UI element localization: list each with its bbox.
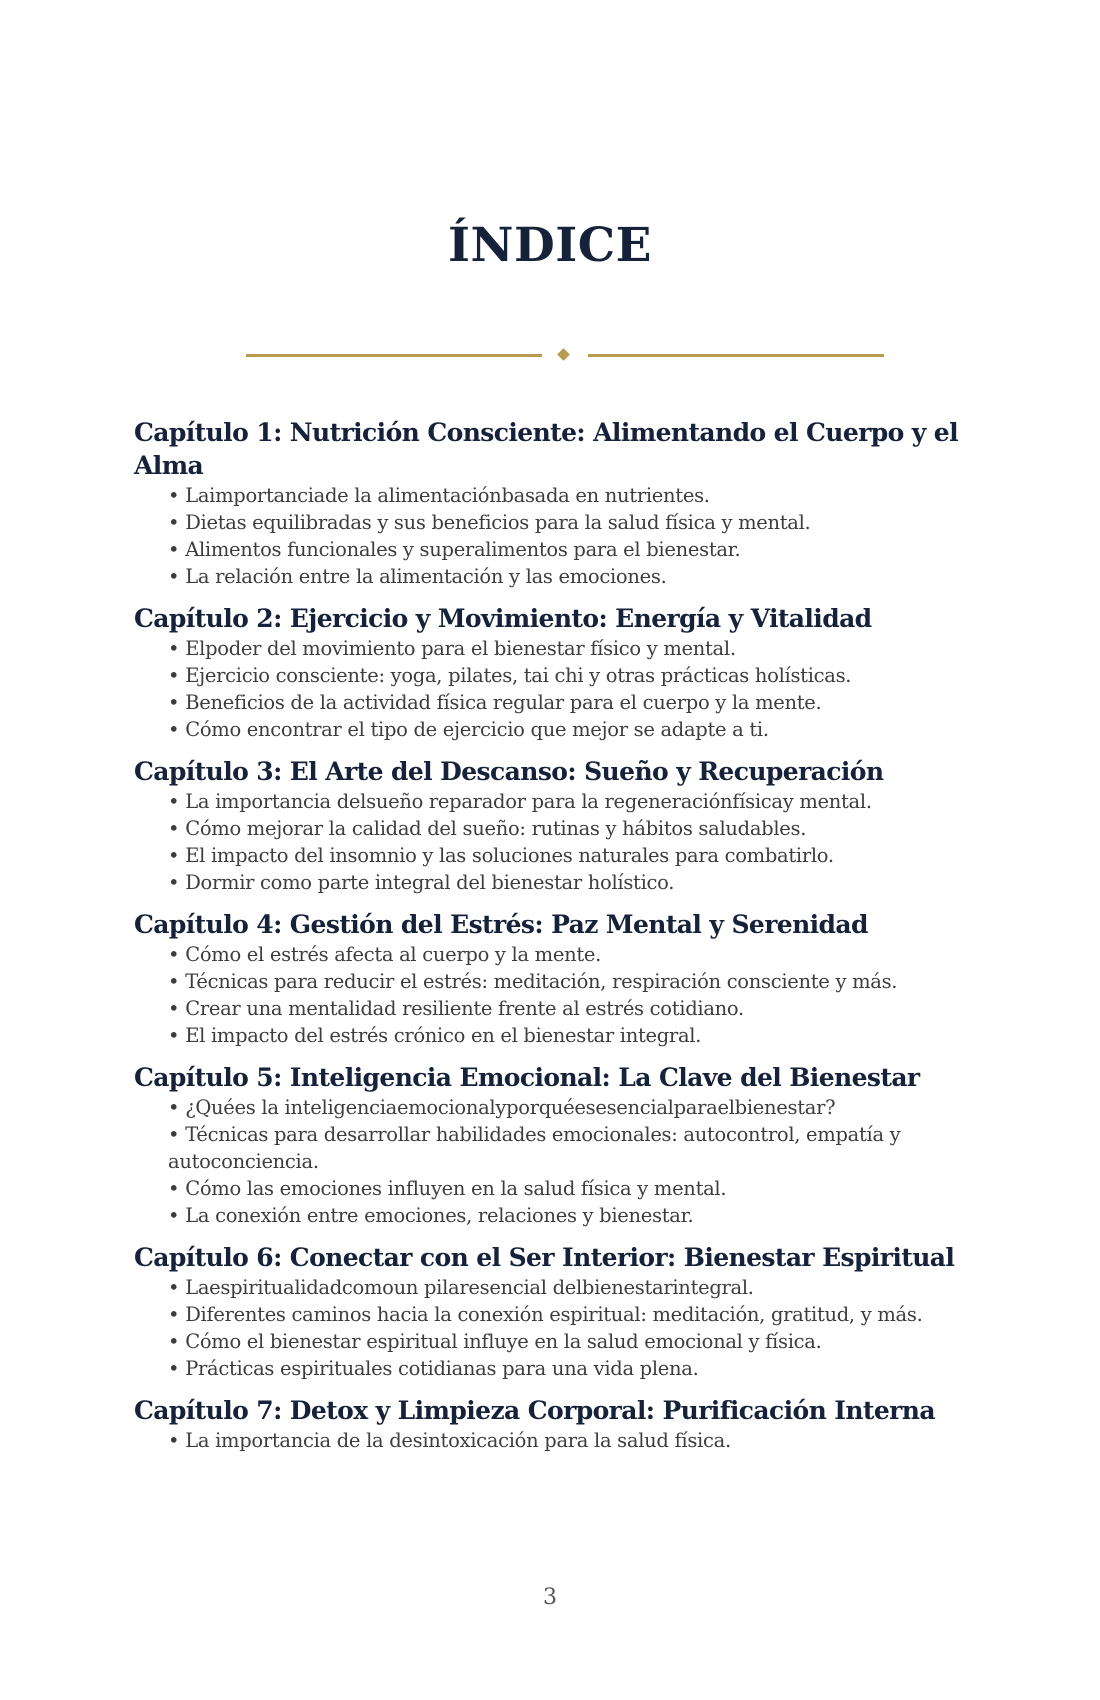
bullet-icon: •: [168, 790, 180, 813]
list-item-text: Cómo el bienestar espiritual influye en la salud emocional y física.: [185, 1330, 822, 1353]
chapter-topic-list: [134, 635, 966, 743]
bullet-icon: •: [168, 1330, 180, 1353]
bullet-icon: •: [168, 691, 180, 714]
divider-line-left: [246, 354, 542, 357]
list-item: [168, 1427, 966, 1454]
list-item-text: Cómo las emociones influyen en la salud física y mental.: [185, 1177, 727, 1200]
list-item: [168, 509, 966, 536]
list-item-text: Ejercicio consciente: yoga, pilates, tai chi y otras prácticas holísticas.: [185, 664, 852, 687]
list-item: [168, 662, 966, 689]
list-item: [168, 869, 966, 896]
page-number: 3: [543, 1585, 557, 1610]
list-item-text: Beneficios de la actividad física regular para el cuerpo y la mente.: [185, 691, 822, 714]
list-item: [168, 635, 966, 662]
list-item: [168, 995, 966, 1022]
list-item: [168, 1328, 966, 1355]
chapter-entry: [134, 908, 966, 1049]
bullet-icon: •: [168, 1096, 180, 1119]
list-item: [168, 1022, 966, 1049]
diamond-icon: [557, 348, 570, 361]
list-item-text: Técnicas para reducir el estrés: meditación, respiración consciente y más.: [185, 970, 898, 993]
list-item: [168, 1094, 966, 1121]
chapter-entry: [134, 1241, 966, 1382]
list-item-text: La importancia de la desintoxicación para la salud física.: [185, 1429, 731, 1452]
list-item: [168, 842, 966, 869]
divider-line-right: [588, 354, 884, 357]
bullet-icon: •: [168, 1204, 180, 1227]
chapter-topic-list: [134, 788, 966, 896]
list-item-text: Diferentes caminos hacia la conexión espiritual: meditación, gratitud, y más.: [185, 1303, 923, 1326]
bullet-icon: •: [168, 1429, 180, 1452]
chapter-title: Capítulo 3: El Arte del Descanso: Sueño y Recuperación: [134, 757, 884, 786]
list-item: [168, 716, 966, 743]
bullet-icon: •: [168, 1177, 180, 1200]
chapter-title: Capítulo 5: Inteligencia Emocional: La Clave del Bienestar: [134, 1063, 920, 1092]
list-item-text: Cómo encontrar el tipo de ejercicio que mejor se adapte a ti.: [185, 718, 769, 741]
bullet-icon: •: [168, 1303, 180, 1326]
chapter-topic-list: [134, 941, 966, 1049]
bullet-icon: •: [168, 1357, 180, 1380]
list-item-text: Crear una mentalidad resiliente frente al estrés cotidiano.: [185, 997, 744, 1020]
list-item-text: Dietas equilibradas y sus beneficios para la salud física y mental.: [185, 511, 811, 534]
bullet-icon: •: [168, 718, 180, 741]
list-item-text: ¿Quées la inteligenciaemocionalyporquéesesencialparaelbienestar?: [185, 1096, 836, 1119]
list-item: [168, 1301, 966, 1328]
chapter-topic-list: [134, 1094, 966, 1229]
bullet-icon: •: [168, 565, 180, 588]
bullet-icon: •: [168, 871, 180, 894]
table-of-contents: [134, 416, 966, 1466]
chapter-title: Capítulo 2: Ejercicio y Movimiento: Energía y Vitalidad: [134, 604, 872, 633]
bullet-icon: •: [168, 664, 180, 687]
bullet-icon: •: [168, 511, 180, 534]
list-item: [168, 563, 966, 590]
bullet-icon: •: [168, 484, 180, 507]
bullet-icon: •: [168, 970, 180, 993]
list-item-text: El impacto del insomnio y las soluciones naturales para combatirlo.: [185, 844, 834, 867]
list-item-text: Cómo el estrés afecta al cuerpo y la mente.: [185, 943, 602, 966]
chapter-topic-list: [134, 1274, 966, 1382]
ornamental-divider: [246, 347, 884, 363]
bullet-icon: •: [168, 943, 180, 966]
list-item-text: Prácticas espirituales cotidianas para una vida plena.: [185, 1357, 699, 1380]
bullet-icon: •: [168, 538, 180, 561]
chapter-entry: [134, 1061, 966, 1229]
bullet-icon: •: [168, 637, 180, 660]
list-item-text: Elpoder del movimiento para el bienestar físico y mental.: [185, 637, 736, 660]
page-title: ÍNDICE: [448, 218, 652, 273]
bullet-icon: •: [168, 1024, 180, 1047]
list-item-text: Laimportanciade la alimentaciónbasada en nutrientes.: [185, 484, 710, 507]
chapter-entry: [134, 416, 966, 590]
bullet-icon: •: [168, 817, 180, 840]
bullet-icon: •: [168, 997, 180, 1020]
list-item: [168, 788, 966, 815]
chapter-title: Capítulo 1: Nutrición Consciente: Alimentando el Cuerpo y el Alma: [134, 418, 958, 480]
bullet-icon: •: [168, 1123, 180, 1146]
chapter-entry: [134, 602, 966, 743]
list-item: [168, 815, 966, 842]
list-item-text: La conexión entre emociones, relaciones y bienestar.: [185, 1204, 694, 1227]
list-item-text: Cómo mejorar la calidad del sueño: rutinas y hábitos saludables.: [185, 817, 807, 840]
chapter-title: Capítulo 4: Gestión del Estrés: Paz Mental y Serenidad: [134, 910, 868, 939]
chapter-topic-list: [134, 482, 966, 590]
list-item: [168, 482, 966, 509]
list-item-text: Alimentos funcionales y superalimentos para el bienestar.: [185, 538, 741, 561]
list-item: [168, 689, 966, 716]
list-item: [168, 941, 966, 968]
list-item: [168, 968, 966, 995]
list-item: [168, 1355, 966, 1382]
list-item: [168, 1274, 966, 1301]
list-item: [168, 1121, 966, 1175]
list-item-text: La relación entre la alimentación y las emociones.: [185, 565, 667, 588]
list-item-text: Laespiritualidadcomoun pilaresencial delbienestarintegral.: [185, 1276, 754, 1299]
list-item: [168, 536, 966, 563]
chapter-title: Capítulo 7: Detox y Limpieza Corporal: Purificación Interna: [134, 1396, 935, 1425]
chapter-topic-list: [134, 1427, 966, 1454]
list-item-text: Técnicas para desarrollar habilidades emocionales: autocontrol, empatía y autoconciencia.: [168, 1123, 901, 1173]
bullet-icon: •: [168, 1276, 180, 1299]
list-item-text: La importancia delsueño reparador para la regeneraciónfísicay mental.: [185, 790, 872, 813]
chapter-entry: [134, 1394, 966, 1454]
list-item: [168, 1175, 966, 1202]
bullet-icon: •: [168, 844, 180, 867]
list-item-text: El impacto del estrés crónico en el bienestar integral.: [185, 1024, 702, 1047]
list-item: [168, 1202, 966, 1229]
chapter-title: Capítulo 6: Conectar con el Ser Interior: Bienestar Espiritual: [134, 1243, 955, 1272]
list-item-text: Dormir como parte integral del bienestar holístico.: [185, 871, 675, 894]
chapter-entry: [134, 755, 966, 896]
